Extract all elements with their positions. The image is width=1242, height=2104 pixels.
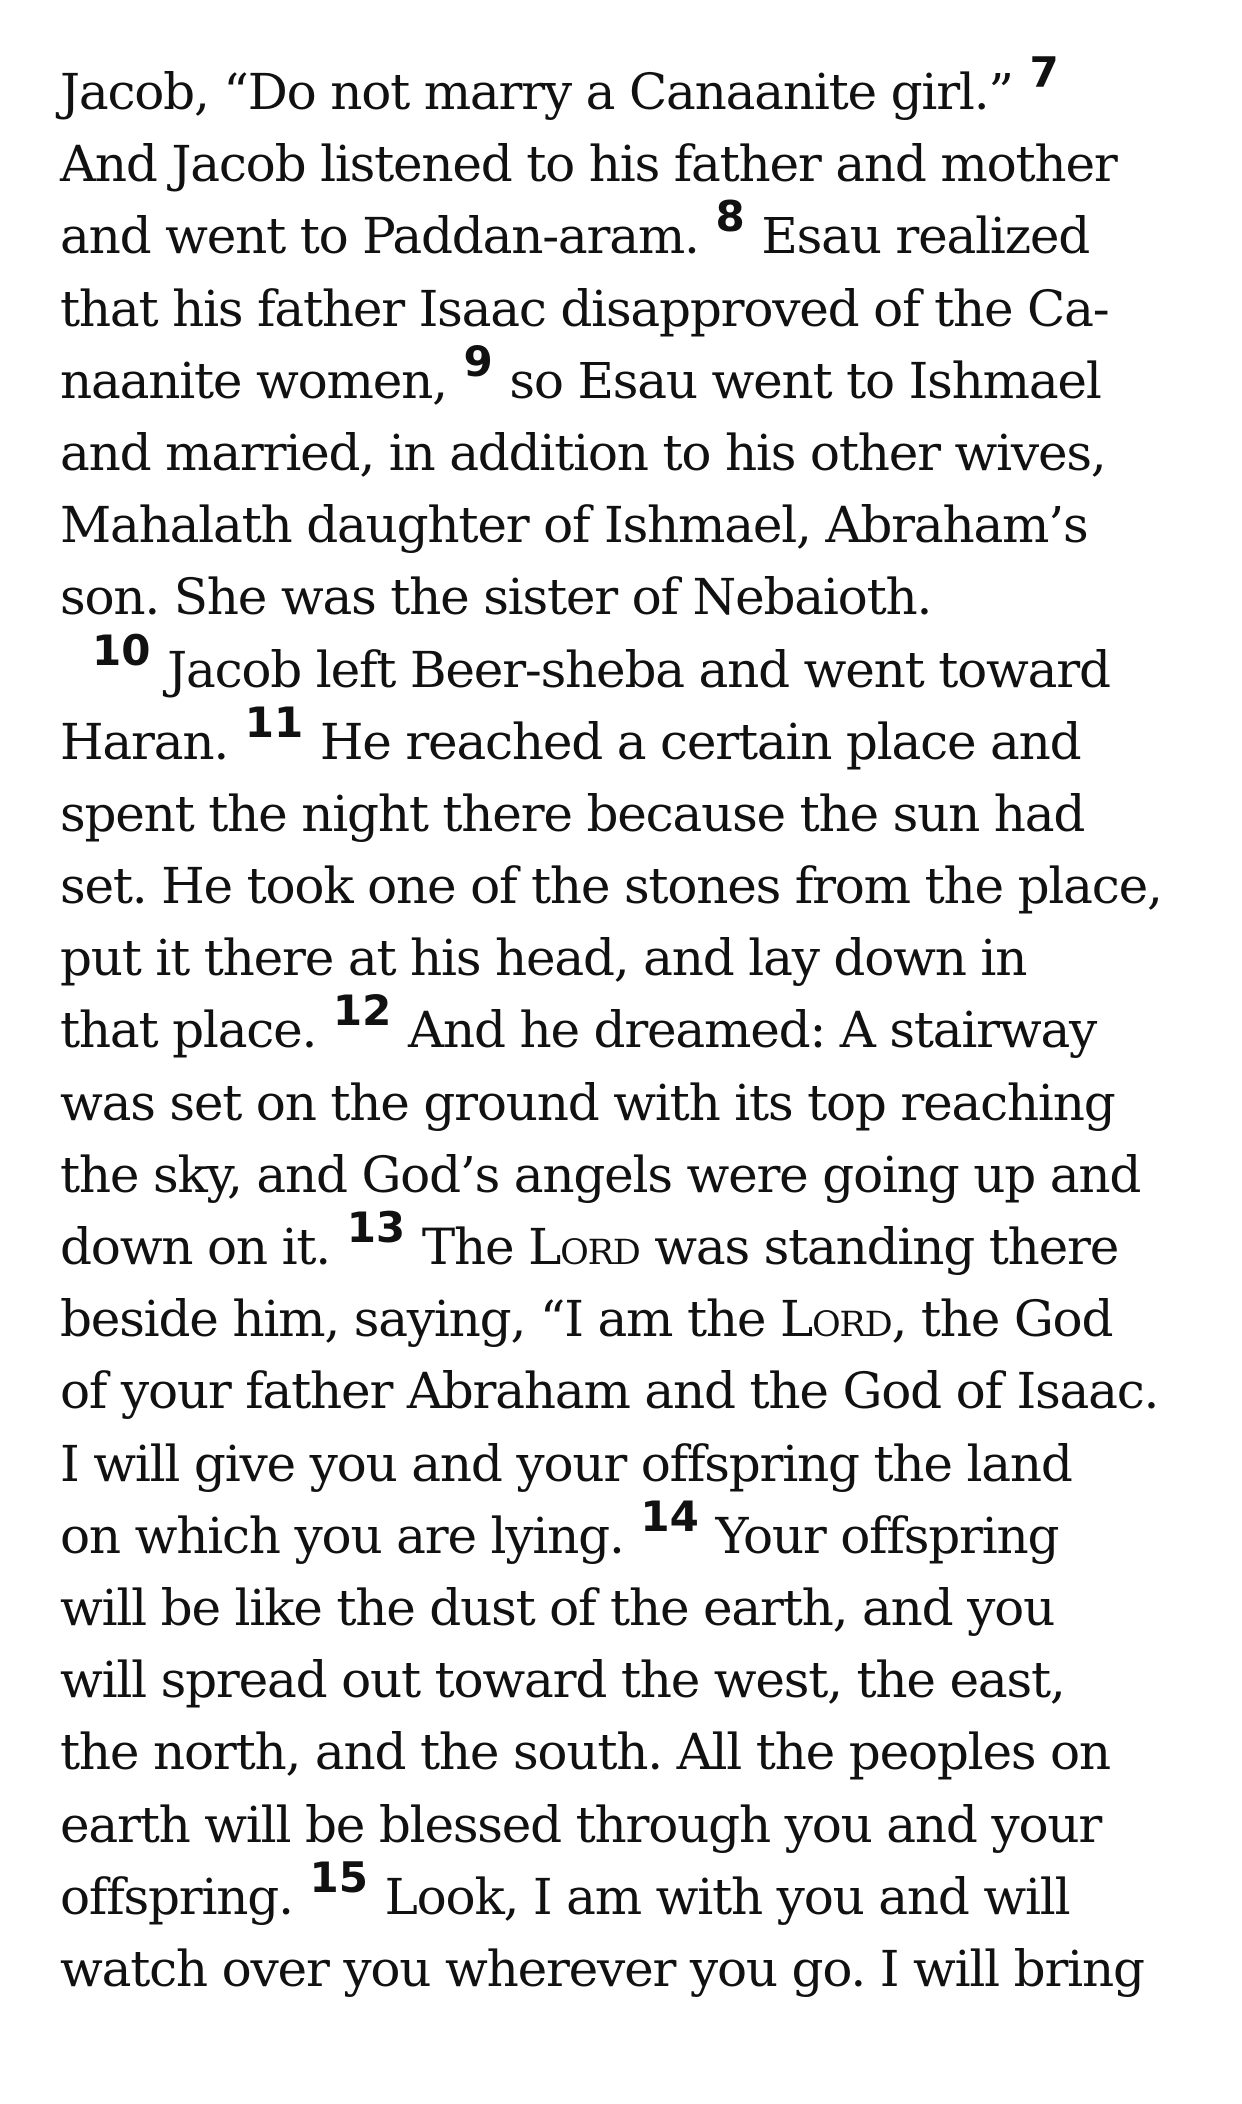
text-line [60,986,1200,1066]
text-line [60,1789,1200,1861]
verse-text: I will give you and your offspring the land [60,1434,1072,1493]
verse-text: will spread out toward the west, the east, [60,1651,1065,1710]
text-line [60,336,1200,417]
verse-text: of your father Abraham and the God of Isaac. [60,1362,1159,1421]
verse-text: the north, and the south. All the peoples on [60,1723,1110,1782]
verse-text: that place. [60,1001,331,1060]
text-line [60,625,1200,706]
text-line [60,561,1200,633]
verse-text: will be like the dust of the earth, and you [60,1578,1055,1637]
text-line [60,1139,1200,1211]
text-line [60,1933,1200,2005]
verse-text: and married, in addition to his other wives, [60,423,1106,482]
verse-number: 12 [332,986,392,1036]
text-line [60,489,1200,561]
text-line [60,128,1200,200]
verse-text: that his father Isaac disapproved of the Ca- [60,279,1109,338]
verse-text: on which you are lying. [60,1506,639,1565]
verse-number: 7 [1029,48,1059,97]
verse-text: earth will be blessed through you and your [60,1795,1102,1854]
text-line [60,1644,1200,1716]
verse-number: 10 [92,625,151,675]
verse-text: And Jacob listened to his father and mother [60,135,1117,194]
text-line [60,778,1200,850]
verse-number: 11 [244,697,304,747]
verse-number: 8 [715,192,745,242]
text-line [60,1572,1200,1644]
text-line [60,1203,1200,1283]
verse-text: The [407,1218,529,1276]
verse-text: down on it. [60,1218,345,1276]
verse-text: naanite women, [60,351,462,410]
verse-number: 13 [346,1203,406,1252]
verse-text: Jacob left Beer-sheba and went toward [152,640,1110,699]
text-line [60,273,1200,345]
text-line [60,48,1200,128]
verse-text: watch over you wherever you go. I will bring [60,1939,1144,1998]
text-line [60,850,1200,922]
text-line [60,417,1200,489]
text-line [60,1852,1200,1933]
verse-text: and went to Paddan-aram. [60,207,714,266]
verse-text: the sky, and God’s angels were going up and [60,1145,1141,1204]
verse-text: And he dreamed: A stairway [393,1001,1097,1060]
text-line [60,1428,1200,1500]
verse-text: offspring. [60,1867,308,1926]
verse-text: Haran. [60,712,243,771]
verse-number: 9 [463,336,493,386]
verse-text: put it there at his head, and lay down in [60,929,1027,988]
verse-text: son. She was the sister of Nebaioth. [60,568,932,627]
verse-text: set. He took one of the stones from the place, [60,857,1162,916]
text-line [60,1067,1200,1139]
verse-number: 14 [640,1491,699,1541]
verse-text: He reached a certain place and [305,712,1081,771]
verse-text: so Esau went to Ishmael [494,351,1101,410]
text-line [60,1716,1200,1788]
text-line [60,1355,1200,1427]
text-line [60,1283,1200,1355]
verse-text: Mahalath daughter of Ishmael, Abraham’s [60,496,1088,555]
verse-text: Look, I am with you and will [369,1867,1070,1926]
verse-text: Your offspring [700,1506,1059,1565]
text-line [60,922,1200,994]
verse-text: , the God [891,1290,1113,1349]
divine-name: Lord [779,1290,892,1349]
text-line [60,1491,1200,1572]
verse-text: spent the night there because the sun had [60,784,1085,843]
text-line [60,697,1200,778]
verse-text: was standing there [639,1218,1119,1276]
verse-text: beside him, saying, “I am the [60,1290,780,1349]
verse-text: was set on the ground with its top reaching [60,1073,1115,1132]
divine-name: Lord [528,1218,640,1276]
verse-text: Jacob, “Do not marry a Canaanite girl.” [60,63,1028,121]
scripture-passage [60,48,1200,2005]
verse-text: Esau realized [746,207,1090,266]
verse-number: 15 [309,1852,368,1902]
text-line [60,192,1200,272]
